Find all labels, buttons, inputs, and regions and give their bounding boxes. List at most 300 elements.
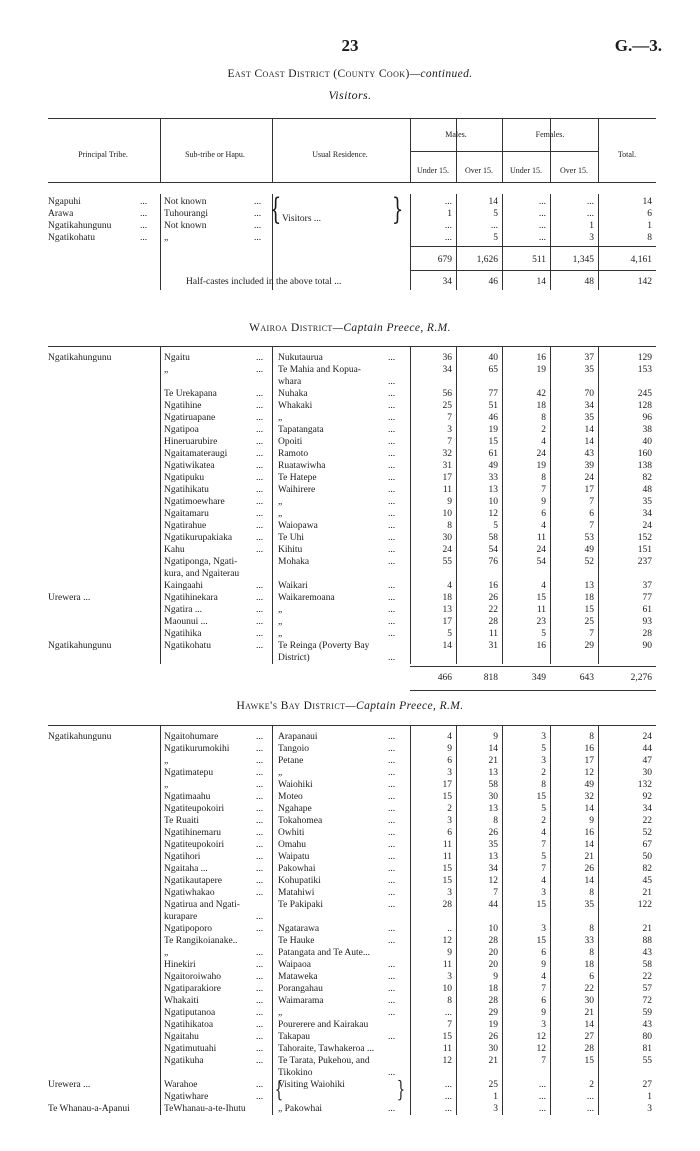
- leader-dots: ...: [256, 948, 264, 958]
- cell-fu: 7: [541, 1056, 546, 1066]
- cell-fo: ...: [586, 209, 594, 219]
- table-row: [0, 923, 700, 935]
- cell-r: Nuhaka: [278, 389, 308, 399]
- cell-fu: 9: [541, 1008, 546, 1018]
- cell-r: Pourerere and Kairakau: [278, 1020, 369, 1030]
- cell-fu: 54: [536, 557, 546, 567]
- cell-mu: 30: [442, 533, 452, 543]
- cell-fu: 5: [541, 804, 546, 814]
- cell-mu: ...: [444, 1104, 452, 1114]
- cell-tot: 3: [647, 1104, 652, 1114]
- table-row: [0, 484, 700, 496]
- cell-fu: 4: [541, 437, 546, 447]
- cell-h: Ngatirahue: [164, 521, 207, 531]
- cell-fu: 6: [541, 996, 546, 1006]
- leader-dots: ...: [256, 744, 264, 754]
- cell-fo: 3: [589, 233, 594, 243]
- table-row: [0, 1103, 700, 1115]
- table-row: [0, 496, 700, 508]
- col-header-hapu: Sub-tribe or Hapu.: [185, 150, 245, 159]
- cell-fo: 34: [584, 401, 594, 411]
- leader-dots: ...: [256, 425, 264, 435]
- cell-fo: 16: [584, 828, 594, 838]
- cell-mu: 56: [442, 389, 452, 399]
- table-row: [0, 815, 700, 827]
- cell-mu: ...: [444, 197, 452, 207]
- cell-r: Te Uhi: [278, 533, 304, 543]
- cell-h: „: [164, 948, 169, 958]
- cell-fu: 5: [541, 744, 546, 754]
- cell-tot: 153: [637, 365, 652, 375]
- cell-tot: 245: [637, 389, 652, 399]
- leader-dots: ...: [256, 840, 264, 850]
- leader-dots: ...: [256, 864, 264, 874]
- cell-tot: 90: [642, 641, 652, 651]
- cell-fo: 35: [584, 413, 594, 423]
- col-header-male-under15: Under 15.: [417, 166, 449, 175]
- cell-fu: 11: [536, 533, 546, 543]
- cell-mu: 17: [442, 617, 452, 627]
- cell-mo: 818: [483, 673, 498, 683]
- cell-fo: 37: [584, 353, 594, 363]
- cell-fo: 14: [584, 876, 594, 886]
- cell-r: „: [278, 768, 283, 778]
- leader-dots: ...: [256, 437, 264, 447]
- cell-fo: 33: [584, 936, 594, 946]
- cell-tot: 14: [642, 197, 652, 207]
- cell-h: Ngatihinemaru: [164, 828, 221, 838]
- table-row: [0, 863, 700, 875]
- table-row: [0, 875, 700, 887]
- leader-dots: ...: [256, 1020, 264, 1030]
- cell-mu: 679: [437, 255, 452, 265]
- cell-r: Nukutaurua: [278, 353, 323, 363]
- document-code: G.—3.: [614, 36, 662, 55]
- table-row: [0, 1019, 700, 1031]
- cell-tot: 55: [642, 1056, 652, 1066]
- leader-dots: ...: [388, 473, 396, 483]
- cell-tot: 2,276: [630, 673, 652, 683]
- cell-fo: 27: [584, 1032, 594, 1042]
- cell-h: Ngatikautapere: [164, 876, 223, 886]
- cell-mo: 28: [488, 996, 498, 1006]
- cell-mo: 13: [488, 768, 498, 778]
- cell-r: Opoiti: [278, 437, 303, 447]
- cell-fo: ...: [586, 1092, 594, 1102]
- visitors-residence: Visitors ...: [282, 214, 322, 224]
- cell-tot: 61: [642, 605, 652, 615]
- leader-dots: ...: [388, 972, 396, 982]
- cell-r: Tahoraite, Tawhakeroa ...: [278, 1044, 375, 1054]
- cell-tot: 57: [642, 984, 652, 994]
- cell-fu: ...: [538, 221, 546, 231]
- cell-r: „: [278, 629, 283, 639]
- cell-h: Maounui ...: [164, 617, 208, 627]
- leader-dots: ...: [388, 1068, 396, 1078]
- rule-line: [410, 270, 656, 271]
- cell-fu: 12: [536, 1044, 546, 1054]
- table-row: [0, 803, 700, 815]
- cell-r: Ngatarawa: [278, 924, 320, 934]
- table-row: [0, 436, 700, 448]
- cell-h: Hinekiri: [164, 960, 196, 970]
- cell-mo: 11: [488, 629, 498, 639]
- leader-dots: ...: [256, 912, 264, 922]
- cell-tot: 27: [642, 1080, 652, 1090]
- leader-dots: ...: [388, 960, 396, 970]
- cell-tot: 50: [642, 852, 652, 862]
- leader-dots: ...: [256, 641, 264, 651]
- cell-h: Ngatihikatoa: [164, 1020, 214, 1030]
- leader-dots: ...: [388, 1008, 396, 1018]
- cell-tot: 81: [642, 1044, 652, 1054]
- table-row: [0, 388, 700, 400]
- cell-mo: 77: [488, 389, 498, 399]
- leader-dots: ...: [388, 581, 396, 591]
- cell-tot: 142: [637, 277, 652, 287]
- cell-mu: 2: [447, 804, 452, 814]
- cell-tot: 122: [637, 900, 652, 910]
- leader-dots: ...: [388, 509, 396, 519]
- cell-fu: 16: [536, 641, 546, 651]
- rule-line: [410, 690, 656, 691]
- cell-mo: 28: [488, 617, 498, 627]
- leader-dots: ...: [388, 413, 396, 423]
- cell-tot: 129: [637, 353, 652, 363]
- cell-mo: 34: [488, 864, 498, 874]
- table-row: [0, 851, 700, 863]
- cell-mu: 13: [442, 605, 452, 615]
- rule-line: [48, 725, 656, 726]
- cell-r: Patangata and Te Aute...: [278, 948, 371, 958]
- cell-fu: 6: [541, 948, 546, 958]
- leader-dots: ...: [256, 984, 264, 994]
- hawkes-bay-heading: [0, 700, 700, 712]
- leader-dots: ...: [256, 1056, 264, 1066]
- cell-h: Ngatimoewhare: [164, 497, 225, 507]
- cell-tot: 45: [642, 876, 652, 886]
- cell-r: „: [278, 497, 283, 507]
- cell-tot: 92: [642, 792, 652, 802]
- cell-mu: 28: [442, 900, 452, 910]
- cell-tot: 4,161: [630, 255, 652, 265]
- cell-mo: 26: [488, 593, 498, 603]
- cell-fu: 16: [536, 353, 546, 363]
- cell-h: Ngatiwhakao: [164, 888, 215, 898]
- cell-mo: 15: [488, 437, 498, 447]
- table-row: [0, 532, 700, 544]
- cell-r: Mataweka: [278, 972, 318, 982]
- cell-mo: 12: [488, 509, 498, 519]
- cell-tot: 40: [642, 437, 652, 447]
- cell-r: Te Pakipaki: [278, 900, 323, 910]
- cell-mo: 7: [493, 888, 498, 898]
- cell-mo: 33: [488, 473, 498, 483]
- cell-tot: 22: [642, 972, 652, 982]
- table-row: [0, 460, 700, 472]
- cell-h: Hineruarubire: [164, 437, 218, 447]
- cell-mu: 17: [442, 780, 452, 790]
- cell-mu: 7: [447, 413, 452, 423]
- cell-mu: 7: [447, 437, 452, 447]
- leader-dots: ...: [256, 996, 264, 1006]
- cell-h: Ngatimatepu: [164, 768, 214, 778]
- leader-dots: ...: [388, 756, 396, 766]
- cell-mu: 5: [447, 629, 452, 639]
- leader-dots: ...: [140, 197, 148, 207]
- cell-h: Ngatiputanoa: [164, 1008, 216, 1018]
- table-row: [0, 1067, 700, 1079]
- leader-dots: ...: [256, 593, 264, 603]
- cell-mu: 8: [447, 996, 452, 1006]
- cell-fo: 18: [584, 593, 594, 603]
- cell-mo: 19: [488, 425, 498, 435]
- cell-mo: 13: [488, 852, 498, 862]
- cell-h: Ngatiteupokoiri: [164, 840, 225, 850]
- cell-tot: 151: [637, 545, 652, 555]
- cell-mu: 32: [442, 449, 452, 459]
- cell-fu: 4: [541, 581, 546, 591]
- cell-fu: 7: [541, 864, 546, 874]
- cell-mo: 51: [488, 401, 498, 411]
- table-row: [0, 1043, 700, 1055]
- leader-dots: ...: [256, 816, 264, 826]
- page-number: 23: [341, 36, 359, 55]
- cell-tot: 8: [647, 233, 652, 243]
- east-coast-title: East Coast District (County Cook): [227, 68, 410, 80]
- cell-mo: 22: [488, 605, 498, 615]
- cell-tot: 80: [642, 1032, 652, 1042]
- cell-tot: 128: [637, 401, 652, 411]
- cell-fo: 6: [589, 972, 594, 982]
- cell-r: Waipatu: [278, 852, 310, 862]
- cell-mo: 14: [488, 197, 498, 207]
- leader-dots: ...: [388, 497, 396, 507]
- cell-h: Ngatihika: [164, 629, 202, 639]
- leader-dots: ...: [254, 209, 262, 219]
- cell-mo: 30: [488, 792, 498, 802]
- cell-mu: ...: [444, 233, 452, 243]
- leader-dots: ...: [140, 209, 148, 219]
- leader-dots: ...: [254, 221, 262, 231]
- cell-fo: 39: [584, 461, 594, 471]
- cell-r: Waihirere: [278, 485, 316, 495]
- leader-dots: ...: [388, 593, 396, 603]
- cell-r: Te Mahia and Kopua-: [278, 365, 361, 375]
- cell-r: Tangoio: [278, 744, 309, 754]
- leader-dots: ...: [388, 425, 396, 435]
- leader-dots: ...: [388, 804, 396, 814]
- cell-mu: 34: [442, 277, 452, 287]
- cell-fo: 30: [584, 996, 594, 1006]
- cell-r: Takapau: [278, 1032, 311, 1042]
- cell-r: Waiopawa: [278, 521, 318, 531]
- cell-r: Mohaka: [278, 557, 310, 567]
- cell-r: Pakowhai: [278, 864, 316, 874]
- cell-fu: 5: [541, 852, 546, 862]
- cell-fo: 17: [584, 756, 594, 766]
- leader-dots: ...: [388, 984, 396, 994]
- cell-fu: 3: [541, 732, 546, 742]
- cell-tot: 1: [647, 1092, 652, 1102]
- cell-mo: 5: [493, 233, 498, 243]
- cell-r: Ruatawiwha: [278, 461, 326, 471]
- leader-dots: ...: [388, 732, 396, 742]
- cell-fu: 42: [536, 389, 546, 399]
- leader-dots: ...: [388, 876, 396, 886]
- cell-h: Ngatikuha: [164, 1056, 204, 1066]
- table-row: [0, 947, 700, 959]
- leader-dots: ...: [256, 1092, 264, 1102]
- cell-mu: 466: [437, 673, 452, 683]
- cell-tot: 47: [642, 756, 652, 766]
- cell-r: „: [278, 1008, 283, 1018]
- cell-tot: 58: [642, 960, 652, 970]
- cell-mu: 11: [442, 840, 452, 850]
- cell-t: Ngatikahungunu: [48, 221, 112, 231]
- cell-mu: 4: [447, 732, 452, 742]
- table-row: [0, 616, 700, 628]
- cell-mu: 12: [442, 1056, 452, 1066]
- cell-fo: 17: [584, 485, 594, 495]
- cell-r: District): [278, 653, 310, 663]
- table-row: [0, 424, 700, 436]
- cell-fo: 35: [584, 900, 594, 910]
- leader-dots: ...: [388, 533, 396, 543]
- cell-fo: 35: [584, 365, 594, 375]
- table-row: [0, 1055, 700, 1067]
- cell-h: Ngaitamaru: [164, 509, 209, 519]
- leader-dots: ...: [256, 972, 264, 982]
- cell-h: Te Rangikoianake..: [164, 936, 238, 946]
- cell-h: Ngatihinekara: [164, 593, 218, 603]
- cell-mo: 5: [493, 521, 498, 531]
- right-brace: }: [391, 192, 404, 227]
- cell-mo: 10: [488, 497, 498, 507]
- cell-fo: 18: [584, 960, 594, 970]
- cell-fu: 14: [536, 277, 546, 287]
- cell-h: Te Urekapana: [164, 389, 217, 399]
- visiting-right-brace: }: [396, 1078, 406, 1103]
- cell-tot: 24: [642, 732, 652, 742]
- cell-mu: 12: [442, 936, 452, 946]
- cell-h: Ngaitu: [164, 353, 190, 363]
- table-row: [0, 448, 700, 460]
- cell-h: Ngatihori: [164, 852, 201, 862]
- table-row: [0, 767, 700, 779]
- leader-dots: ...: [388, 864, 396, 874]
- leader-dots: ...: [256, 804, 264, 814]
- cell-tot: 43: [642, 1020, 652, 1030]
- cell-fo: 21: [584, 1008, 594, 1018]
- cell-t: Urewera ...: [48, 593, 91, 603]
- table-row: [0, 604, 700, 616]
- leader-dots: ...: [256, 1044, 264, 1054]
- cell-fo: 29: [584, 641, 594, 651]
- cell-fu: 18: [536, 401, 546, 411]
- cell-h: Ngatiponga, Ngati-: [164, 557, 238, 567]
- cell-mu: 10: [442, 984, 452, 994]
- cell-tot: 28: [642, 629, 652, 639]
- cell-h: kurapare: [164, 912, 198, 922]
- cell-r: Kihitu: [278, 545, 303, 555]
- cell-r: Kohupatiki: [278, 876, 321, 886]
- leader-dots: ...: [388, 828, 396, 838]
- cell-mu: 55: [442, 557, 452, 567]
- cell-tot: 22: [642, 816, 652, 826]
- cell-fo: 9: [589, 816, 594, 826]
- cell-mo: 26: [488, 828, 498, 838]
- leader-dots: ...: [388, 936, 396, 946]
- table-row: [0, 779, 700, 791]
- cell-h: Ngatira ...: [164, 605, 202, 615]
- leader-dots: ...: [256, 1008, 264, 1018]
- cell-mu: 9: [447, 497, 452, 507]
- cell-mu: 15: [442, 864, 452, 874]
- cell-mo: 18: [488, 984, 498, 994]
- cell-h: Ngatikurumokihi: [164, 744, 230, 754]
- cell-mu: 11: [442, 485, 452, 495]
- leader-dots: ...: [388, 924, 396, 934]
- cell-fu: 7: [541, 485, 546, 495]
- cell-fu: ...: [538, 197, 546, 207]
- cell-fu: 349: [531, 673, 546, 683]
- cell-h: Ngatiteupokoiri: [164, 804, 225, 814]
- cell-h: Ngatiwikatea: [164, 461, 215, 471]
- halfcaste-label: Half-castes included in the above total ...: [186, 277, 342, 287]
- leader-dots: ...: [388, 401, 396, 411]
- leader-dots: ...: [388, 485, 396, 495]
- table-row: [0, 971, 700, 983]
- cell-mu: 10: [442, 509, 452, 519]
- leader-dots: ...: [388, 1032, 396, 1042]
- rule-line: [410, 246, 656, 247]
- leader-dots: ...: [256, 353, 264, 363]
- cell-fu: 4: [541, 876, 546, 886]
- cell-r: Waiohiki: [278, 780, 313, 790]
- cell-t: Ngatikahungunu: [48, 353, 112, 363]
- table-row: [0, 568, 700, 580]
- cell-mo: 13: [488, 804, 498, 814]
- cell-fo: 2: [589, 1080, 594, 1090]
- cell-tot: 52: [642, 828, 652, 838]
- cell-fo: ...: [586, 197, 594, 207]
- rule-line: [410, 151, 598, 152]
- leader-dots: ...: [388, 888, 396, 898]
- leader-dots: ...: [256, 629, 264, 639]
- cell-fu: ...: [538, 233, 546, 243]
- table-row: [0, 827, 700, 839]
- cell-mo: 40: [488, 353, 498, 363]
- cell-fu: 9: [541, 497, 546, 507]
- table-row: [0, 1079, 700, 1091]
- cell-r: Visiting Waiohiki: [278, 1080, 345, 1090]
- leader-dots: ...: [388, 353, 396, 363]
- cell-fu: 9: [541, 960, 546, 970]
- leader-dots: ...: [388, 461, 396, 471]
- cell-mu: 34: [442, 365, 452, 375]
- cell-fo: 43: [584, 449, 594, 459]
- cell-fo: 32: [584, 792, 594, 802]
- leader-dots: ...: [256, 888, 264, 898]
- leader-dots: ...: [388, 605, 396, 615]
- cell-fo: 1,345: [572, 255, 594, 265]
- cell-mu: 15: [442, 1032, 452, 1042]
- cell-fu: 2: [541, 768, 546, 778]
- cell-r: Matahiwi: [278, 888, 315, 898]
- cell-tot: 30: [642, 768, 652, 778]
- cell-h: Ngatiparakiore: [164, 984, 221, 994]
